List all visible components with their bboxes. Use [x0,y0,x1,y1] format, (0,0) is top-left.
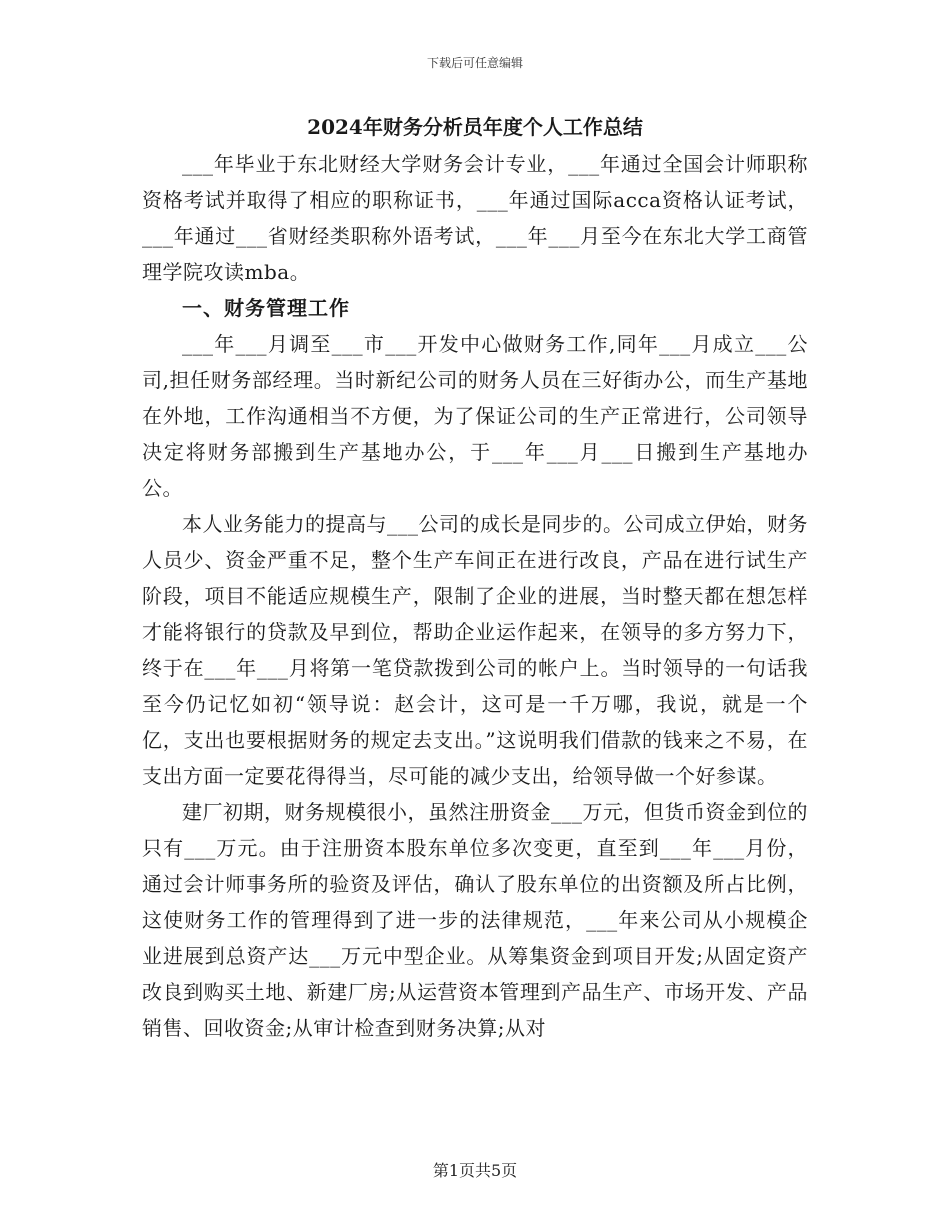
document-title: 2024年财务分析员年度个人工作总结 [307,115,643,139]
section-heading: 一、财务管理工作 [182,296,350,320]
paragraph-intro: ___年毕业于东北财经大学财务会计专业，___年通过全国会计师职称资格考试并取得了相应的职称证书，___年通过国际acca资格认证考试，___年通过___省财经类职称外语考试，___年___月至今在东北大学工商管理学院攻读mba。 [142,152,808,284]
page-number: 第1页共5页 [432,1161,518,1180]
paragraph-growth: 本人业务能力的提高与___公司的成长是同步的。公司成立伊始，财务人员少、资金严重不足，整个生产车间正在进行改良，产品在进行试生产阶段，项目不能适应规模生产，限制了企业的进展，当时整天都在想怎样才能将银行的贷款及早到位，帮助企业运作起来，在领导的多方努力下，终于在___年___月将第一笔贷款拨到公司的帐户上。当时领导的一句话我至今仍记忆如初“领导说：赵会计，这可是一千万哪，我说，就是一个亿，支出也要根据财务的规定去支出。”这说明我们借款的钱来之不易，在支出方面一定要花得得当，尽可能的减少支出，给领导做一个好参谋。 [142,512,808,788]
paragraph-early-stage: 建厂初期，财务规模很小，虽然注册资金___万元，但货币资金到位的只有___万元。由于注册资本股东单位多次变更，直至到___年___月份，通过会计师事务所的验资及评估，确认了股东单位的出资额及所占比例，这使财务工作的管理得到了进一步的法律规范，___年来公司从小规模企业进展到总资产达___万元中型企业。从筹集资金到项目开发;从固定资产改良到购买土地、新建厂房;从运营资本管理到产品生产、市场开发、产品销售、回收资金;从审计检查到财务决算;从对 [142,800,808,1040]
header-note: 下载后可任意编辑 [426,56,523,70]
document-body [142,110,808,1046]
paragraph-transfer: ___年___月调至___市___开发中心做财务工作,同年___月成立___公司,担任财务部经理。当时新纪公司的财务人员在三好街办公，而生产基地在外地，工作沟通相当不方便，为了保证公司的生产正常进行，公司领导决定将财务部搬到生产基地办公，于___年___月___日搬到生产基地办公。 [142,332,808,500]
